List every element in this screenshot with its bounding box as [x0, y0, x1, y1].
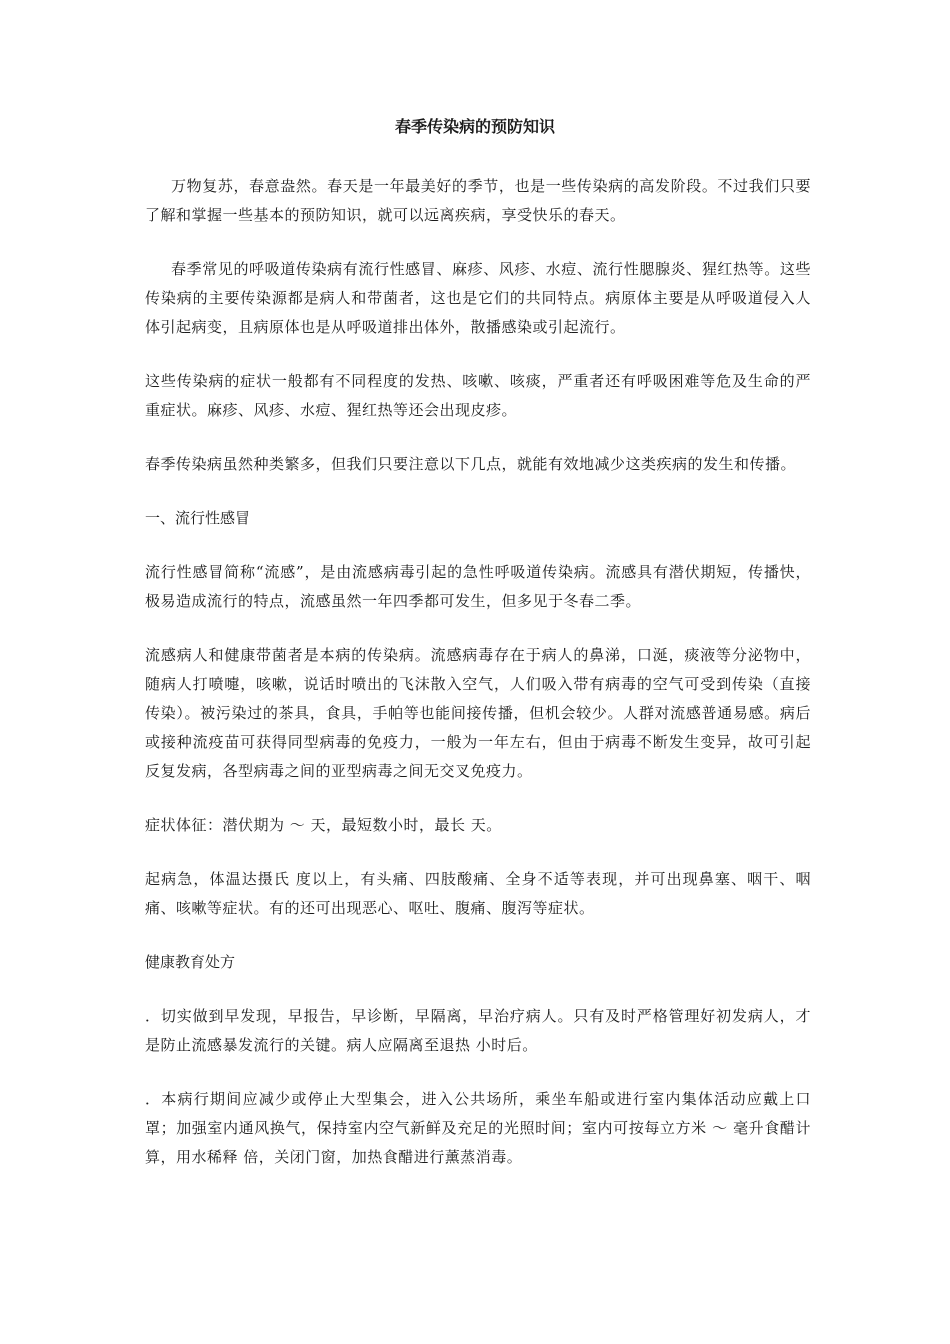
section-heading-health-education: 健康教育处方: [145, 953, 236, 971]
education-item-2: ．本病行期间应减少或停止大型集会，进入公共场所，乘坐车船或进行室内集体活动应戴上口罩；加强室内通风换气，保持室内空气新鲜及充足的光照时间；室内可按每立方米 ～ 毫升食醋计算，用水稀释 倍，关闭门窗，加热食醋进行薰蒸消毒。: [145, 1090, 811, 1166]
education-item-1: ．切实做到早发现，早报告，早诊断，早隔离，早治疗病人。只有及时严格管理好初发病人，才是防止流感暴发流行的关键。病人应隔离至退热 小时后。: [145, 1007, 811, 1054]
section-heading-influenza: 一、流行性感冒: [145, 509, 251, 527]
document-title: 春季传染病的预防知识: [394, 117, 555, 136]
influenza-transmission-paragraph: 流感病人和健康带菌者是本病的传染病。流感病毒存在于病人的鼻涕，口涎，痰液等分泌物中，随病人打喷嚏，咳嗽，说话时喷出的飞沫散入空气，人们吸入带有病毒的空气可受到传染（直接传染）。被污染过的茶具，食具，手帕等也能间接传播，但机会较少。人群对流感普通易感。病后或接种流疫苗可获得同型病毒的免疫力，一般为一年左右，但由于病毒不断发生变异，故可引起反复发病，各型病毒之间的亚型病毒之间无交叉免疫力。: [145, 646, 811, 780]
incubation-paragraph: 症状体征：潜伏期为 ～ 天，最短数小时，最长 天。: [145, 816, 502, 834]
influenza-definition-paragraph: 流行性感冒简称“流感”，是由流感病毒引起的急性呼吸道传染病。流感具有潜伏期短，传播快，极易造成流行的特点，流感虽然一年四季都可发生，但多见于冬春二季。: [145, 563, 811, 610]
document-body: [145, 172, 811, 1197]
prevention-intro-paragraph: 春季传染病虽然种类繁多，但我们只要注意以下几点，就能有效地减少这类疾病的发生和传播。: [145, 455, 797, 473]
onset-symptoms-paragraph: 起病急，体温达摄氏 度以上，有头痛、四肢酸痛、全身不适等表现，并可出现鼻塞、咽干、咽痛、咳嗽等症状。有的还可出现恶心、呕吐、腹痛、腹泻等症状。: [145, 870, 811, 917]
common-diseases-paragraph: 春季常见的呼吸道传染病有流行性感冒、麻疹、风疹、水痘、流行性腮腺炎、猩红热等。这些传染病的主要传染源都是病人和带菌者，这也是它们的共同特点。病原体主要是从呼吸道侵入人体引起病变，且病原体也是从呼吸道排出体外，散播感染或引起流行。: [145, 260, 811, 336]
intro-paragraph: 万物复苏，春意盎然。春天是一年最美好的季节，也是一些传染病的高发阶段。不过我们只要了解和掌握一些基本的预防知识，就可以远离疾病，享受快乐的春天。: [145, 177, 811, 224]
symptoms-paragraph: 这些传染病的症状一般都有不同程度的发热、咳嗽、咳痰，严重者还有呼吸困难等危及生命的严重症状。麻疹、风疹、水痘、猩红热等还会出现皮疹。: [145, 372, 811, 419]
